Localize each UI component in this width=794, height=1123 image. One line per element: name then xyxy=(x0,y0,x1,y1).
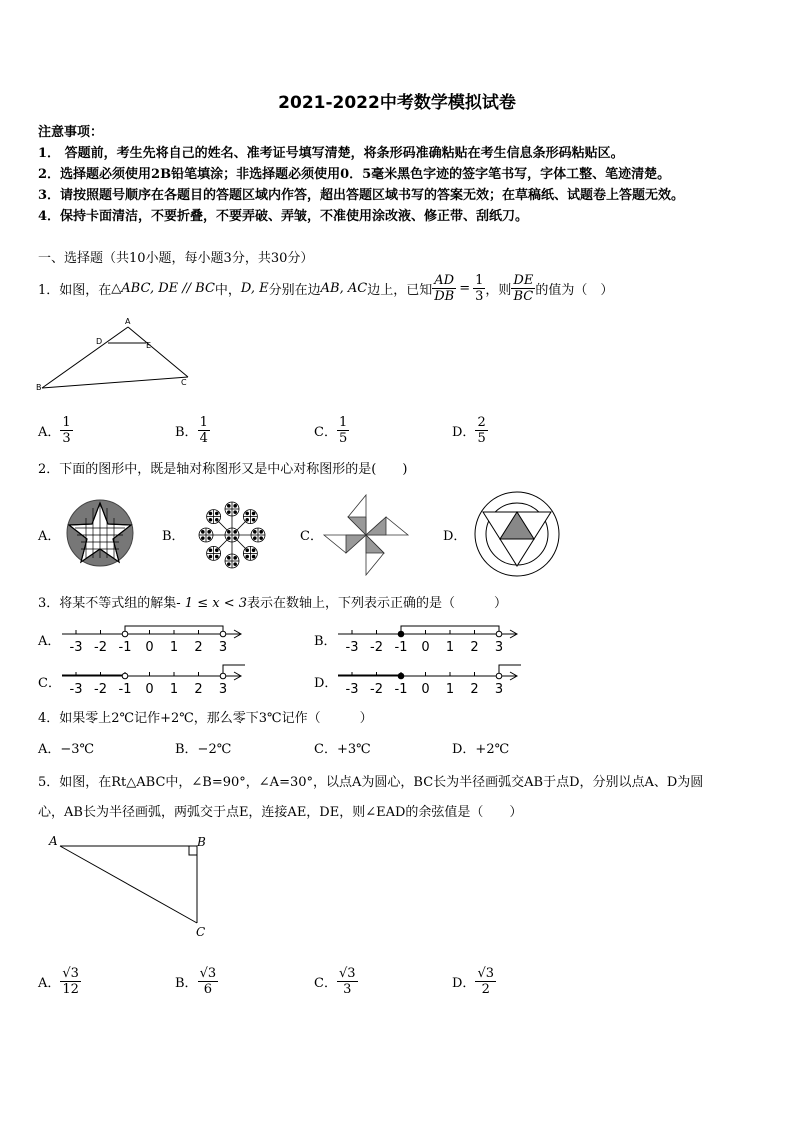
q2-option-c-label[interactable]: C． xyxy=(300,529,323,544)
tick-label: -1 xyxy=(118,640,132,655)
tick-label: 3 xyxy=(218,682,228,697)
denominator: 5 xyxy=(338,430,348,446)
label-a: A xyxy=(49,834,58,848)
option-letter: D． xyxy=(452,975,476,991)
label-a: A xyxy=(125,317,131,326)
option-letter: D． xyxy=(452,424,476,440)
tick-label: -3 xyxy=(69,682,83,697)
q1-math: △ABC, DE // BC xyxy=(111,280,215,296)
tick-label: -2 xyxy=(94,682,107,697)
tick-label: 0 xyxy=(145,682,154,697)
tick-label: 0 xyxy=(421,640,430,655)
numerator: √3 xyxy=(477,965,494,981)
option-fraction xyxy=(337,966,358,997)
question-5-line2: 心，AB长为半径画弧，两弧交于点E，连接AE，DE，则∠EAD的余弦值是（ ） xyxy=(38,805,523,820)
numerator: 1 xyxy=(199,414,208,430)
numerator: 1 xyxy=(338,414,348,430)
label-c: C xyxy=(196,925,206,939)
q4-option-d[interactable]: D．+2℃ xyxy=(452,742,510,757)
option-letter: B． xyxy=(175,975,198,991)
q5-option-d[interactable] xyxy=(452,960,496,1002)
option-fraction xyxy=(60,966,81,997)
tick-label: 1 xyxy=(445,640,455,655)
q1-part: 分别在边 xyxy=(268,282,321,298)
tick-label: -2 xyxy=(370,640,383,655)
denominator: 2 xyxy=(481,981,490,997)
denominator: 3 xyxy=(343,981,352,997)
q3-option-d-label[interactable]: D． xyxy=(314,676,338,691)
q1-part: ，则 xyxy=(485,282,512,298)
q3-option-a-label[interactable]: A． xyxy=(38,634,61,649)
tick-label: -3 xyxy=(345,682,359,697)
notice-item: 1． 答题前，考生先将自己的姓名、准考证号填写清楚，将条形码准确粘贴在考生信息条形码粘贴区。 xyxy=(38,146,624,161)
q4-option-c[interactable]: C．+3℃ xyxy=(314,742,371,757)
numerator: √3 xyxy=(338,965,356,981)
q1-math: AB, AC xyxy=(320,280,368,296)
equals-sign: = xyxy=(459,280,471,296)
numerator: 2 xyxy=(477,414,486,430)
denominator: 4 xyxy=(199,430,208,446)
q3-part: 表示在数轴上，下列表示正确的是（ ） xyxy=(247,596,508,611)
tick-label: 2 xyxy=(194,640,203,655)
option-letter: C． xyxy=(314,975,337,991)
numerator: 1 xyxy=(475,272,484,288)
option-fraction xyxy=(198,966,219,997)
q3-option-c-label[interactable]: C． xyxy=(38,676,61,691)
tick-label: 3 xyxy=(494,640,504,655)
notice-item: 2．选择题必须使用2B铅笔填涂；非选择题必须使用0．5毫米黑色字迹的签字笔书写，字体工整、笔迹清楚。 xyxy=(38,167,671,182)
option-fraction xyxy=(475,966,496,997)
page-title: 2021-2022中考数学模拟试卷 xyxy=(278,93,516,113)
notice-item: 3．请按照题号顺序在各题目的答题区域内作答，超出答题区域书写的答案无效；在草稿纸、试题卷上答题无效。 xyxy=(38,188,685,203)
q3-option-b-label[interactable]: B． xyxy=(314,634,337,649)
option-letter: B． xyxy=(175,424,198,440)
q5-option-a[interactable] xyxy=(38,960,81,1002)
q1-part: 1．如图，在 xyxy=(38,282,112,298)
question-5-line1: 5．如图，在Rt△ABC中，∠B=90°，∠A=30°，以点A为圆心，BC长为半径画弧交AB于点D，分别以点A、D为圆 xyxy=(38,775,704,790)
label-c: C xyxy=(181,378,187,387)
tick-label: 2 xyxy=(470,640,479,655)
section-heading: 一、选择题（共10小题，每小题3分，共30分） xyxy=(38,251,314,266)
option-letter: A． xyxy=(38,975,61,991)
option-letter: C． xyxy=(314,424,337,440)
tick-label: -2 xyxy=(94,640,107,655)
tick-label: 0 xyxy=(145,640,154,655)
inequality: - 1 ≤ x < 3 xyxy=(176,596,247,611)
label-b: B xyxy=(197,835,206,849)
numerator: √3 xyxy=(199,965,217,981)
tick-label: 3 xyxy=(494,682,504,697)
numerator: √3 xyxy=(62,965,79,981)
tick-label: 0 xyxy=(421,682,430,697)
denominator: DB xyxy=(434,288,455,304)
numerator: 1 xyxy=(62,414,71,430)
q5-option-c[interactable] xyxy=(314,960,358,1002)
q2-option-b-label[interactable]: B． xyxy=(162,529,185,544)
tick-label: -2 xyxy=(370,682,383,697)
notice-item: 4．保持卡面清洁，不要折叠，不要弄破、弄皱，不准使用涂改液、修正带、刮纸刀。 xyxy=(38,209,529,224)
denominator: 12 xyxy=(62,981,79,997)
tick-label: -1 xyxy=(118,682,132,697)
q2-option-d-label[interactable]: D． xyxy=(443,529,467,544)
label-b: B xyxy=(36,383,42,392)
tick-label: -3 xyxy=(345,640,359,655)
question-4-text: 4．如果零上2℃记作+2℃，那么零下3℃记作（ ） xyxy=(38,711,373,726)
label-e: E xyxy=(146,341,152,350)
tick-label: -1 xyxy=(394,640,408,655)
tick-label: 2 xyxy=(470,682,479,697)
tick-label: 1 xyxy=(445,682,455,697)
numerator: AD xyxy=(432,273,456,289)
denominator: 3 xyxy=(475,288,484,304)
label-d: D xyxy=(96,337,103,346)
tick-label: 3 xyxy=(218,640,228,655)
numerator: DE xyxy=(513,272,534,288)
tick-label: -1 xyxy=(394,682,408,697)
denominator: 5 xyxy=(477,430,486,446)
q2-option-a-label[interactable]: A． xyxy=(38,529,61,544)
option-letter: A． xyxy=(38,424,61,440)
q1-part: 边上，已知 xyxy=(367,282,433,298)
q4-option-a[interactable]: A．−3℃ xyxy=(38,742,95,757)
denominator: 3 xyxy=(62,430,71,446)
tick-label: 2 xyxy=(194,682,203,697)
q1-part: 中， xyxy=(214,282,241,298)
q1-part: 的值为（ ） xyxy=(535,282,614,298)
tick-label: 1 xyxy=(169,640,179,655)
denominator: 6 xyxy=(203,981,212,997)
denominator: BC xyxy=(513,288,534,304)
q4-option-b[interactable]: B．−2℃ xyxy=(175,742,232,757)
notice-heading: 注意事项： xyxy=(38,125,104,140)
tick-label: 1 xyxy=(169,682,179,697)
tick-label: -3 xyxy=(69,640,83,655)
q5-option-b[interactable] xyxy=(175,960,218,1002)
question-2-text: 2．下面的图形中，既是轴对称图形又是中心对称图形的是( ) xyxy=(38,462,408,477)
q3-part: 3．将某不等式组的解集 xyxy=(38,596,177,611)
q1-math: D, E xyxy=(240,280,269,296)
